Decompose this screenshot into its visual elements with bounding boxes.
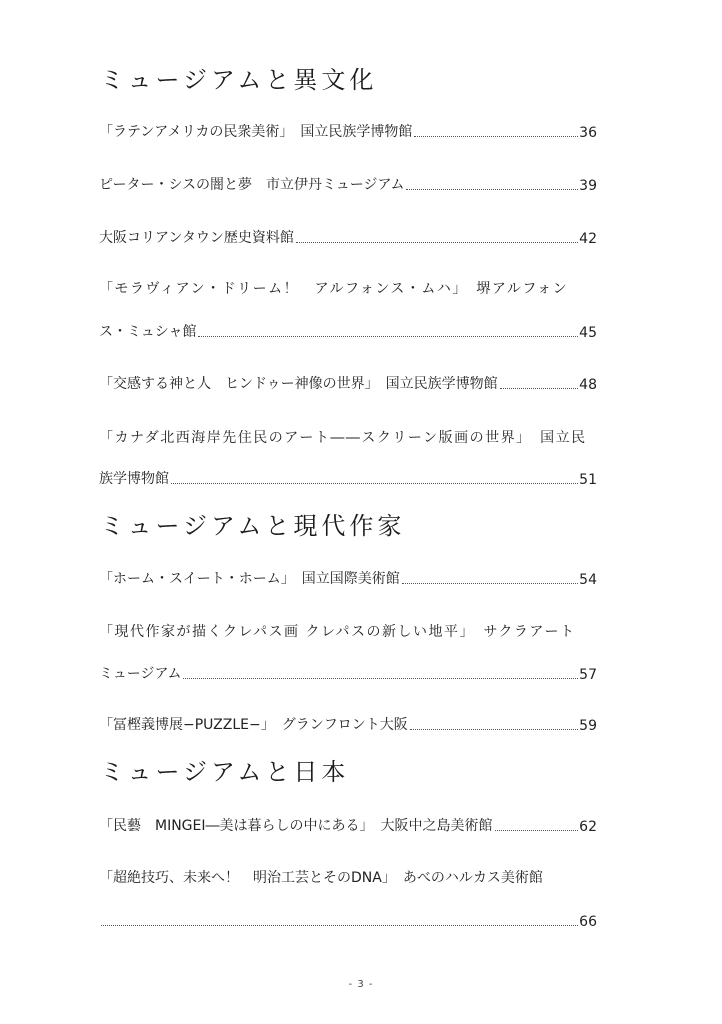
toc-entry-peter-sis [99,174,597,194]
page-number: 54 [579,572,597,588]
toc-entry-canada-line1 [99,427,597,447]
toc-entry-text: 「冨樫義博展−PUZZLE−」 グランフロント大阪 [99,717,408,733]
toc-entry-crepas-line1 [99,621,597,641]
toc-entry-crepas-line2 [99,663,597,683]
page-number: 62 [579,819,597,835]
page-number: 59 [579,718,597,734]
page-number: 48 [579,377,597,393]
toc-entry-hindu [99,373,597,393]
leader-dots [171,483,578,484]
toc-entry-text: 「交感する神と人 ヒンドゥー神像の世界」 国立民族学博物館 [99,376,498,392]
toc-entry-home-sweet-home [99,568,597,588]
section-title-ibunka: ミュージアムと異文化 [100,66,378,94]
toc-entry-text: 「現代作家が描くクレパス画 クレパスの新しい地平」 サクラアート [99,624,576,640]
toc-entry-text: 「ホーム・スイート・ホーム」 国立国際美術館 [99,571,400,587]
toc-entry-chozetsu-line1 [99,867,597,887]
toc-entry-text: ス・ミュシャ館 [99,324,197,340]
leader-dots [198,336,578,337]
page-number: 42 [579,231,597,247]
toc-entry-mucha-line1 [99,278,597,298]
toc-entry-text: 「カナダ北西海岸先住民のアート――スクリーン版画の世界」 国立民 [99,430,587,446]
toc-entry-text: 大阪コリアンタウン歴史資料館 [99,230,294,246]
toc-entry-chozetsu-line2 [99,910,597,930]
toc-entry-text: 「モラヴィアン・ドリーム！ アルフォンス・ムハ」 堺アルフォン [99,281,569,297]
toc-entry-text: ピーター・シスの闇と夢 市立伊丹ミュージアム [99,177,405,193]
page-footer-number: - 3 - [348,979,374,990]
section-title-gendai: ミュージアムと現代作家 [100,512,406,540]
toc-entry-mucha-line2 [99,321,597,341]
leader-dots [183,678,578,679]
leader-dots [402,583,578,584]
toc-entry-mingei [99,815,597,835]
leader-dots [495,830,579,831]
toc-entry-puzzle [99,714,597,734]
toc-entry-latin-america [99,121,597,141]
leader-dots [296,242,578,243]
page-number: 66 [579,914,597,930]
toc-entry-korea-town [99,227,597,247]
toc-entry-text: 「民藝 MINGEI―美は暮らしの中にある」 大阪中之島美術館 [99,818,493,834]
page-number: 39 [579,178,597,194]
toc-entry-text: 「ラテンアメリカの民衆美術」 国立民族学博物館 [99,124,413,140]
leader-dots [414,136,578,137]
toc-entry-text: 族学博物館 [99,471,169,487]
page-number: 57 [579,667,597,683]
leader-dots [406,189,578,190]
toc-entry-text: 「超絶技巧、未来へ！ 明治工芸とそのDNA」 あべのハルカス美術館 [99,870,543,886]
page-number: 51 [579,472,597,488]
leader-dots [410,729,578,730]
leader-dots [101,925,578,926]
page-number: 45 [579,325,597,341]
section-title-nihon: ミュージアムと日本 [100,758,350,786]
page-number: 36 [579,125,597,141]
toc-entry-canada-line2 [99,468,597,488]
toc-entry-text: ミュージアム [99,666,182,682]
leader-dots [500,388,579,389]
